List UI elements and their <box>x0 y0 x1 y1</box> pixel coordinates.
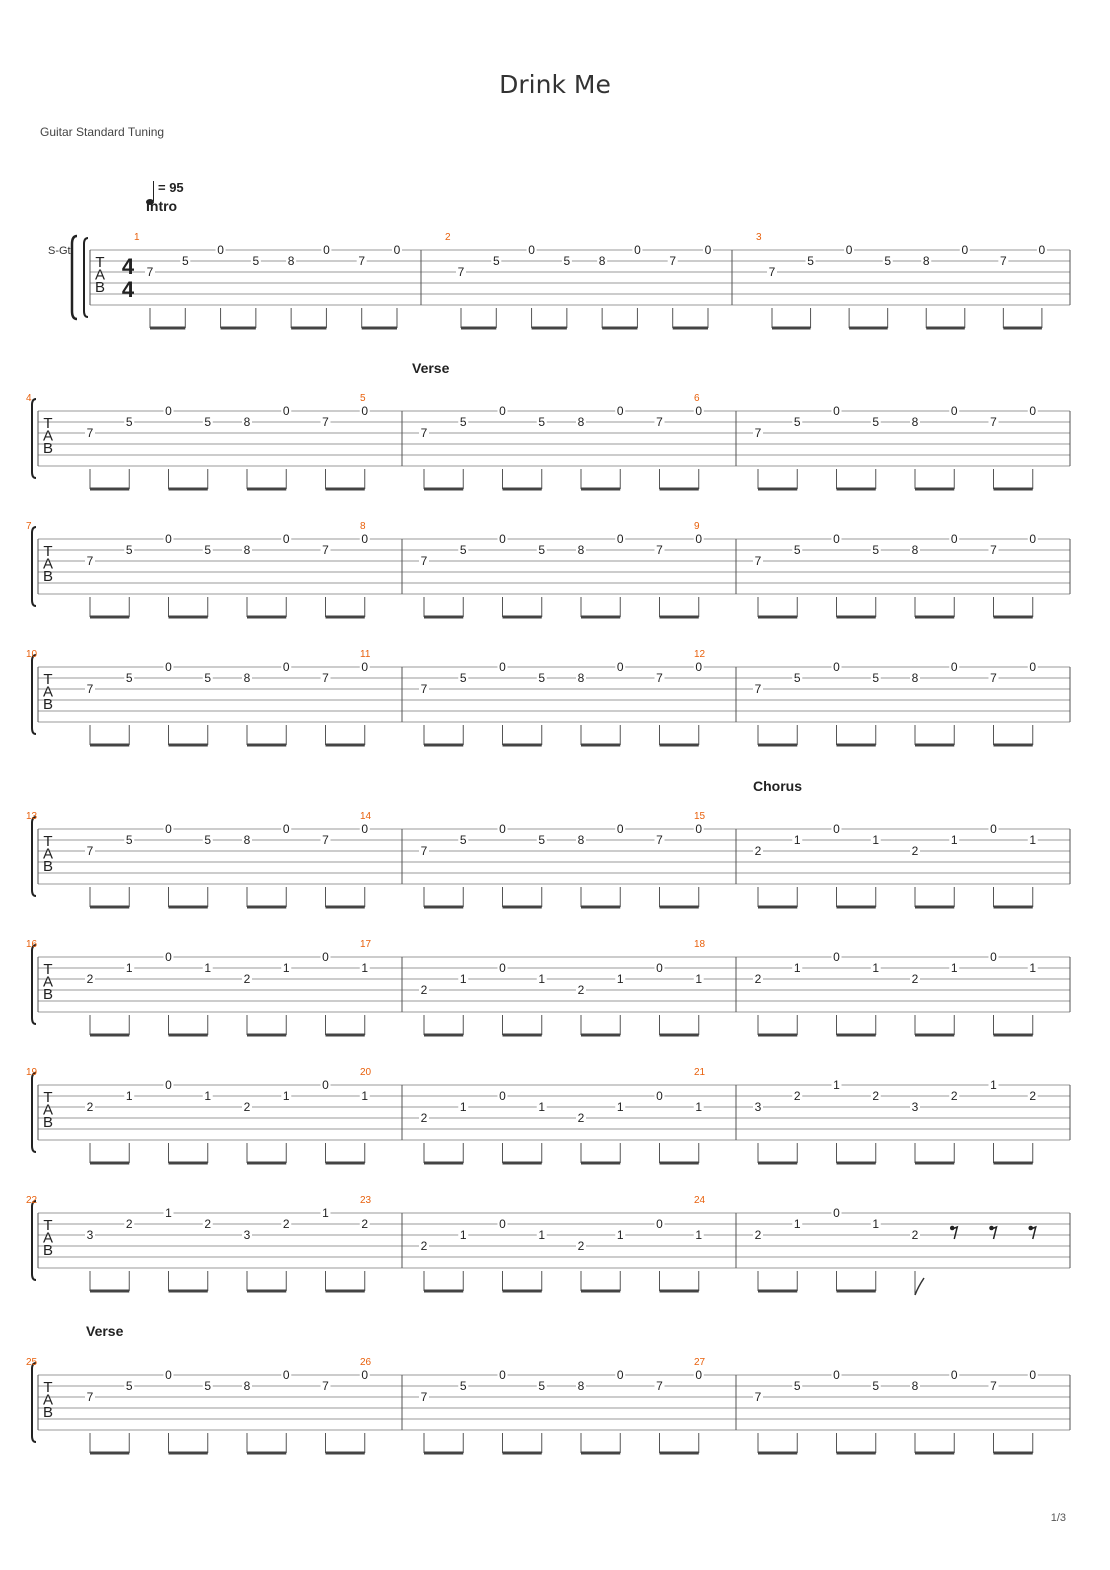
fret-number: 8 <box>243 671 251 685</box>
fret-number: 2 <box>361 1217 369 1231</box>
tab-clef-letter: T <box>43 415 53 432</box>
fret-number: 0 <box>165 950 172 964</box>
measure-number: 8 <box>360 521 366 532</box>
fret-number: 8 <box>243 1379 251 1393</box>
fret-number: 5 <box>884 254 892 268</box>
fret-number: 1 <box>322 1206 329 1220</box>
system-bracket <box>32 945 36 1024</box>
fret-number: 2 <box>754 1228 762 1242</box>
fret-number: 2 <box>243 1100 251 1114</box>
fret-number: 0 <box>695 660 703 674</box>
fret-number: 1 <box>204 1089 212 1103</box>
measure-number: 20 <box>360 1067 372 1078</box>
fret-number: 7 <box>146 265 154 279</box>
fret-number: 2 <box>86 972 94 986</box>
fret-number: 1 <box>793 961 801 975</box>
section-label: Chorus <box>753 778 802 794</box>
fret-number: 5 <box>125 1379 133 1393</box>
measure-number: 10 <box>26 649 38 660</box>
fret-number: 8 <box>243 833 251 847</box>
fret-number: 7 <box>754 682 762 696</box>
fret-number: 1 <box>538 1100 546 1114</box>
tab-clef-letter: T <box>43 833 53 850</box>
fret-number: 2 <box>754 972 762 986</box>
fret-number: 2 <box>204 1217 212 1231</box>
fret-number: 5 <box>459 415 467 429</box>
fret-number: 0 <box>1029 1368 1037 1382</box>
fret-number: 0 <box>499 1368 506 1382</box>
fret-number: 0 <box>1029 532 1037 546</box>
fret-number: 0 <box>323 243 330 257</box>
fret-number: 5 <box>872 543 880 557</box>
fret-number: 0 <box>950 1368 958 1382</box>
tempo-marking: = 95 <box>158 180 184 195</box>
measure-number: 6 <box>694 393 700 404</box>
tab-clef-letter: B <box>42 440 54 457</box>
tuning-label: Guitar Standard Tuning <box>40 125 165 139</box>
fret-number: 7 <box>990 543 997 557</box>
section-label: Verse <box>412 360 450 376</box>
fret-number: 1 <box>793 833 801 847</box>
fret-number: 2 <box>577 1239 585 1253</box>
system-bracket <box>32 655 36 734</box>
fret-number: 5 <box>807 254 814 268</box>
tab-clef-letter: A <box>42 845 54 863</box>
fret-number: 7 <box>322 543 329 557</box>
fret-number: 0 <box>656 1089 663 1103</box>
fret-number: 5 <box>872 415 880 429</box>
fret-number: 5 <box>204 415 212 429</box>
eighth-rest-icon <box>952 1227 957 1239</box>
fret-number: 5 <box>204 671 212 685</box>
fret-number: 0 <box>833 822 840 836</box>
fret-number: 2 <box>577 1111 585 1125</box>
tab-clef-letter: T <box>43 1379 53 1396</box>
fret-number: 0 <box>499 404 506 418</box>
fret-number: 1 <box>695 1100 703 1114</box>
fret-number: 2 <box>577 983 585 997</box>
fret-number: 1 <box>616 1228 624 1242</box>
tab-clef-letter: A <box>42 1101 54 1119</box>
fret-number: 3 <box>911 1100 919 1114</box>
fret-number: 2 <box>754 844 762 858</box>
fret-number: 0 <box>393 243 401 257</box>
fret-number: 0 <box>361 532 369 546</box>
fret-number: 5 <box>563 254 571 268</box>
tab-clef-letter: A <box>42 555 54 573</box>
fret-number: 0 <box>528 243 535 257</box>
measure-number: 11 <box>360 649 371 660</box>
fret-number: 0 <box>282 822 290 836</box>
fret-number: 7 <box>656 671 663 685</box>
fret-number: 0 <box>695 822 703 836</box>
fret-number: 1 <box>538 972 546 986</box>
fret-number: 0 <box>656 1217 663 1231</box>
fret-number: 1 <box>204 961 212 975</box>
fret-number: 1 <box>459 1228 467 1242</box>
fret-number: 0 <box>961 243 969 257</box>
fret-number: 5 <box>459 543 467 557</box>
fret-number: 7 <box>990 1379 997 1393</box>
fret-number: 0 <box>833 532 840 546</box>
fret-number: 1 <box>361 1089 369 1103</box>
measure-number: 12 <box>694 649 706 660</box>
tab-clef-letter: B <box>42 1114 54 1131</box>
tab-clef-letter: T <box>43 1217 53 1234</box>
eighth-rest-icon <box>992 1227 997 1239</box>
fret-number: 0 <box>499 822 506 836</box>
fret-number: 5 <box>538 1379 546 1393</box>
fret-number: 1 <box>950 833 958 847</box>
fret-number: 2 <box>282 1217 290 1231</box>
fret-number: 0 <box>361 822 369 836</box>
fret-number: 8 <box>911 671 919 685</box>
fret-number: 5 <box>204 1379 212 1393</box>
fret-number: 0 <box>616 404 624 418</box>
fret-number: 0 <box>165 532 172 546</box>
fret-number: 0 <box>499 1217 506 1231</box>
fret-number: 7 <box>990 671 997 685</box>
fret-number: 1 <box>538 1228 546 1242</box>
fret-number: 1 <box>361 961 369 975</box>
fret-number: 7 <box>656 415 663 429</box>
song-title: Drink Me <box>499 70 611 99</box>
fret-number: 1 <box>872 961 880 975</box>
fret-number: 5 <box>793 671 801 685</box>
fret-number: 5 <box>125 833 133 847</box>
fret-number: 0 <box>704 243 712 257</box>
fret-number: 1 <box>872 833 880 847</box>
fret-number: 5 <box>459 1379 467 1393</box>
fret-number: 0 <box>165 404 172 418</box>
fret-number: 8 <box>243 415 251 429</box>
page-number: 1/3 <box>1050 1512 1066 1524</box>
fret-number: 2 <box>420 1239 428 1253</box>
fret-number: 5 <box>538 833 546 847</box>
fret-number: 0 <box>634 243 641 257</box>
tab-clef-letter: T <box>43 671 53 688</box>
fret-number: 7 <box>768 265 776 279</box>
fret-number: 0 <box>845 243 853 257</box>
fret-number: 0 <box>322 950 329 964</box>
fret-number: 0 <box>499 1089 506 1103</box>
fret-number: 0 <box>1029 660 1037 674</box>
fret-number: 8 <box>577 833 585 847</box>
measure-number: 1 <box>134 232 140 243</box>
measure-number: 22 <box>26 1195 38 1206</box>
eighth-rest-icon <box>1031 1227 1036 1239</box>
fret-number: 2 <box>793 1089 801 1103</box>
fret-number: 7 <box>358 254 366 268</box>
note-flag <box>915 1278 924 1295</box>
measure-number: 24 <box>694 1195 706 1206</box>
measure-number: 3 <box>756 232 762 243</box>
fret-number: 5 <box>125 671 133 685</box>
fret-number: 0 <box>499 532 506 546</box>
fret-number: 5 <box>872 1379 880 1393</box>
fret-number: 7 <box>420 844 428 858</box>
fret-number: 0 <box>282 660 290 674</box>
fret-number: 0 <box>990 950 997 964</box>
fret-number: 5 <box>872 671 880 685</box>
tab-clef-letter: A <box>42 1229 54 1247</box>
fret-number: 5 <box>459 671 467 685</box>
fret-number: 0 <box>833 404 840 418</box>
fret-number: 0 <box>165 1078 172 1092</box>
fret-number: 0 <box>695 1368 703 1382</box>
fret-number: 7 <box>86 554 94 568</box>
fret-number: 7 <box>420 426 428 440</box>
fret-number: 7 <box>656 543 663 557</box>
fret-number: 0 <box>499 660 506 674</box>
fret-number: 5 <box>125 415 133 429</box>
fret-number: 0 <box>165 822 172 836</box>
system-bracket <box>32 399 36 478</box>
fret-number: 7 <box>754 426 762 440</box>
time-signature-top: 4 <box>121 254 135 279</box>
fret-number: 0 <box>656 961 663 975</box>
measure-number: 18 <box>694 939 706 950</box>
fret-number: 1 <box>695 972 703 986</box>
tab-clef-letter: B <box>94 279 106 296</box>
fret-number: 1 <box>125 961 133 975</box>
fret-number: 0 <box>165 660 172 674</box>
fret-number: 7 <box>322 1379 329 1393</box>
fret-number: 1 <box>950 961 958 975</box>
fret-number: 2 <box>950 1089 958 1103</box>
fret-number: 1 <box>833 1078 840 1092</box>
system-bracket <box>32 1201 36 1280</box>
fret-number: 1 <box>282 1089 290 1103</box>
fret-number: 0 <box>950 660 958 674</box>
fret-number: 0 <box>282 1368 290 1382</box>
fret-number: 7 <box>420 1390 428 1404</box>
measure-number: 9 <box>694 521 700 532</box>
fret-number: 7 <box>86 426 94 440</box>
fret-number: 0 <box>616 822 624 836</box>
fret-number: 7 <box>86 844 94 858</box>
fret-number: 2 <box>243 972 251 986</box>
fret-number: 0 <box>217 243 224 257</box>
fret-number: 8 <box>577 671 585 685</box>
tab-clef-letter: B <box>42 986 54 1003</box>
fret-number: 8 <box>911 543 919 557</box>
fret-number: 7 <box>754 554 762 568</box>
fret-number: 8 <box>911 1379 919 1393</box>
system-bracket <box>32 817 36 896</box>
fret-number: 5 <box>538 671 546 685</box>
fret-number: 8 <box>922 254 930 268</box>
fret-number: 5 <box>125 543 133 557</box>
system-bracket <box>84 238 88 317</box>
fret-number: 5 <box>204 543 212 557</box>
fret-number: 5 <box>538 543 546 557</box>
fret-number: 7 <box>754 1390 762 1404</box>
fret-number: 1 <box>125 1089 133 1103</box>
measure-number: 7 <box>26 521 32 532</box>
fret-number: 5 <box>252 254 260 268</box>
measure-number: 14 <box>360 811 372 822</box>
fret-number: 0 <box>695 404 703 418</box>
fret-number: 1 <box>616 972 624 986</box>
fret-number: 1 <box>872 1217 880 1231</box>
measure-number: 17 <box>360 939 372 950</box>
section-label: Intro <box>146 198 178 214</box>
fret-number: 8 <box>911 415 919 429</box>
fret-number: 1 <box>459 1100 467 1114</box>
measure-number: 5 <box>360 393 366 404</box>
fret-number: 0 <box>833 1368 840 1382</box>
fret-number: 8 <box>577 1379 585 1393</box>
fret-number: 1 <box>616 1100 624 1114</box>
fret-number: 1 <box>459 972 467 986</box>
fret-number: 2 <box>911 844 919 858</box>
fret-number: 3 <box>86 1228 94 1242</box>
measure-number: 21 <box>694 1067 706 1078</box>
system-bracket <box>32 527 36 606</box>
measure-number: 15 <box>694 811 706 822</box>
tab-clef-letter: B <box>42 1242 54 1259</box>
measure-number: 27 <box>694 1357 706 1368</box>
measure-number: 4 <box>26 393 32 404</box>
tab-clef-letter: T <box>43 1089 53 1106</box>
fret-number: 2 <box>420 983 428 997</box>
fret-number: 0 <box>322 1078 329 1092</box>
tab-clef-letter: A <box>42 973 54 991</box>
tab-clef-letter: B <box>42 696 54 713</box>
fret-number: 0 <box>1038 243 1046 257</box>
fret-number: 0 <box>165 1368 172 1382</box>
fret-number: 7 <box>669 254 677 268</box>
tab-clef-letter: A <box>42 1391 54 1409</box>
fret-number: 2 <box>420 1111 428 1125</box>
tab-clef-letter: A <box>42 683 54 701</box>
fret-number: 7 <box>1000 254 1007 268</box>
fret-number: 1 <box>165 1206 172 1220</box>
fret-number: 2 <box>911 972 919 986</box>
fret-number: 8 <box>577 543 585 557</box>
measure-number: 23 <box>360 1195 372 1206</box>
fret-number: 0 <box>282 404 290 418</box>
fret-number: 5 <box>204 833 212 847</box>
fret-number: 0 <box>616 532 624 546</box>
fret-number: 7 <box>420 682 428 696</box>
fret-number: 7 <box>322 415 329 429</box>
time-signature-bottom: 4 <box>121 277 135 302</box>
measure-number: 16 <box>26 939 38 950</box>
measure-number: 2 <box>445 232 451 243</box>
fret-number: 1 <box>990 1078 997 1092</box>
fret-number: 1 <box>1029 961 1037 975</box>
fret-number: 5 <box>793 415 801 429</box>
fret-number: 5 <box>181 254 189 268</box>
fret-number: 8 <box>287 254 295 268</box>
fret-number: 2 <box>1029 1089 1037 1103</box>
fret-number: 7 <box>322 671 329 685</box>
fret-number: 1 <box>282 961 290 975</box>
fret-number: 2 <box>125 1217 133 1231</box>
fret-number: 0 <box>950 404 958 418</box>
fret-number: 2 <box>911 1228 919 1242</box>
fret-number: 0 <box>833 1206 840 1220</box>
tab-clef-letter: A <box>94 266 106 284</box>
fret-number: 7 <box>86 682 94 696</box>
track-bracket <box>72 236 77 319</box>
fret-number: 1 <box>695 1228 703 1242</box>
fret-number: 0 <box>833 950 840 964</box>
fret-number: 0 <box>361 660 369 674</box>
fret-number: 8 <box>243 543 251 557</box>
fret-number: 8 <box>598 254 606 268</box>
tab-clef-letter: B <box>42 858 54 875</box>
fret-number: 2 <box>86 1100 94 1114</box>
system-bracket <box>32 1073 36 1152</box>
tab-clef-letter: T <box>95 254 105 271</box>
measure-number: 26 <box>360 1357 372 1368</box>
fret-number: 7 <box>656 1379 663 1393</box>
fret-number: 1 <box>1029 833 1037 847</box>
track-label: S-Gt <box>48 245 71 257</box>
fret-number: 7 <box>420 554 428 568</box>
tab-clef-letter: B <box>42 1404 54 1421</box>
fret-number: 7 <box>322 833 329 847</box>
measure-number: 13 <box>26 811 38 822</box>
tab-clef-letter: B <box>42 568 54 585</box>
fret-number: 0 <box>695 532 703 546</box>
tab-clef-letter: A <box>42 427 54 445</box>
fret-number: 0 <box>282 532 290 546</box>
fret-number: 1 <box>793 1217 801 1231</box>
measure-number: 19 <box>26 1067 38 1078</box>
fret-number: 5 <box>459 833 467 847</box>
fret-number: 5 <box>492 254 500 268</box>
fret-number: 5 <box>793 543 801 557</box>
fret-number: 2 <box>872 1089 880 1103</box>
fret-number: 0 <box>1029 404 1037 418</box>
fret-number: 5 <box>538 415 546 429</box>
fret-number: 0 <box>833 660 840 674</box>
fret-number: 7 <box>656 833 663 847</box>
fret-number: 3 <box>243 1228 251 1242</box>
measure-number: 25 <box>26 1357 38 1368</box>
fret-number: 8 <box>577 415 585 429</box>
fret-number: 5 <box>793 1379 801 1393</box>
section-label: Verse <box>86 1323 124 1339</box>
fret-number: 3 <box>754 1100 762 1114</box>
fret-number: 0 <box>950 532 958 546</box>
fret-number: 0 <box>990 822 997 836</box>
fret-number: 0 <box>499 961 506 975</box>
fret-number: 0 <box>361 404 369 418</box>
system-bracket <box>32 1363 36 1442</box>
fret-number: 7 <box>990 415 997 429</box>
fret-number: 0 <box>616 1368 624 1382</box>
fret-number: 7 <box>86 1390 94 1404</box>
tab-clef-letter: T <box>43 543 53 560</box>
fret-number: 0 <box>616 660 624 674</box>
tab-clef-letter: T <box>43 961 53 978</box>
fret-number: 0 <box>361 1368 369 1382</box>
fret-number: 7 <box>457 265 465 279</box>
